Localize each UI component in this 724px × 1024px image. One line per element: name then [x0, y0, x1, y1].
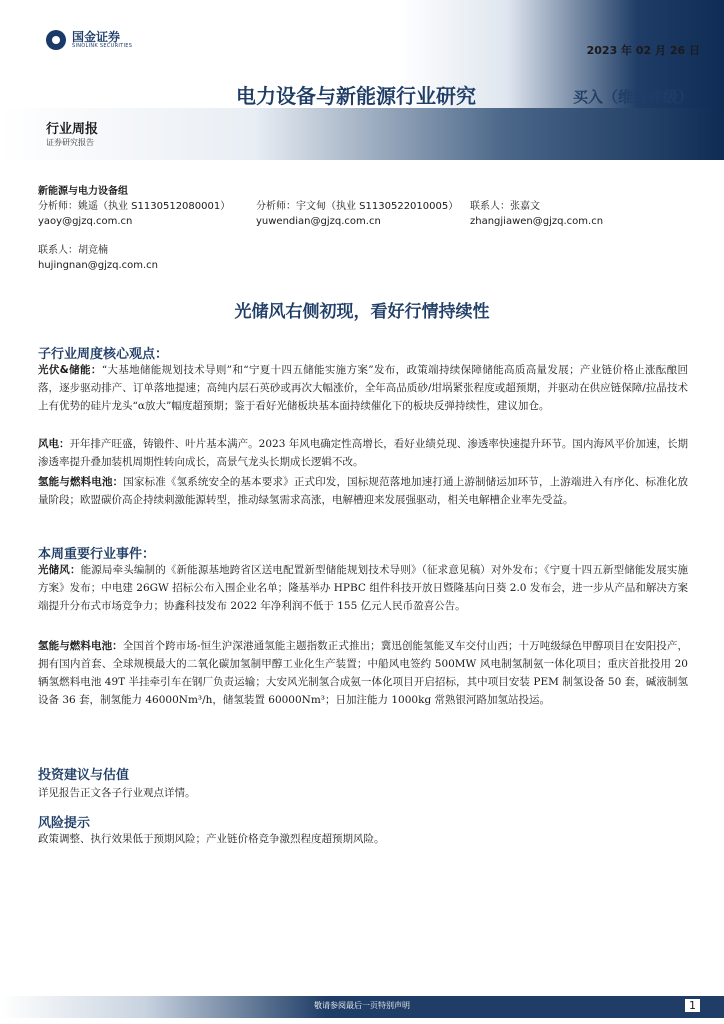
section-core-views-heading: 子行业周度核心观点： [38, 347, 169, 362]
hydrogen-label: 氢能与燃料电池： [38, 476, 124, 488]
hydrogen-paragraph [38, 473, 688, 509]
events-hydrogen-text: 全国首个跨市场-恒生沪深港通氢能主题指数正式推出；冀迅创能氢能叉车交付山西；十万吨级绿色甲醇项目在安阳投产，拥有国内首套、全球规模最大的二氧化碳加氢制甲醇工业化生产装置；中船风电签约 500MW 风电制氢制氨一体化项目；重庆首批投用 20 辆氢燃料电池 49T 半挂牵引车在钢厂负责运输；大安风光制氢合成氨一体化项目开启招标，其中项目安装 PEM 制氢设备 50 套，碱液制氢设备 36 套，制氢能力 46000Nm³/h，储氢装置 60000Nm³；日加注能力 1000kg 常熟银河路加氢站投运。 [38, 640, 688, 706]
wind-paragraph [38, 435, 688, 471]
report-subtype: 证券研究报告 [46, 138, 94, 147]
section-investment-heading: 投资建议与估值 [38, 768, 130, 783]
section-risk-heading: 风险提示 [38, 816, 91, 831]
logo-chinese-name: 国金证券 [72, 30, 121, 44]
events-hydrogen-paragraph [38, 637, 688, 709]
analyst-info [38, 184, 698, 273]
contact-1-email[interactable]: zhangjiawen@gjzq.com.cn [470, 216, 604, 227]
risk-text: 政策调整、执行效果低于预期风险；产业链价格竞争激烈程度超预期风险。 [38, 833, 385, 845]
section-events-heading: 本周重要行业事件： [38, 547, 156, 562]
analyst-1-email[interactable]: yaoy@gjzq.com.cn [38, 216, 133, 227]
pv-storage-paragraph [38, 361, 688, 415]
analyst-2-email[interactable]: yuwendian@gjzq.com.cn [256, 216, 381, 227]
events-pv-label: 光储风： [38, 564, 81, 576]
events-pv-text: 能源局牵头编制的《新能源基地跨省区送电配置新型储能规划技术导则》（征求意见稿）对外发布；《宁夏十四五新型储能发展实施方案》发布；中电建 26GW 招标公布入围企业名单；隆基举办 HPBC 组件科技开放日暨隆基向日葵 2.0 发布会，进一步从产品和解决方案端提升分布式市场竞争力；协鑫科技发布 2022 年净利润不低于 155 亿元人民币盈喜公告。 [38, 564, 688, 612]
report-type: 行业周报 [46, 122, 99, 137]
header-band [0, 108, 724, 160]
report-date: 2023 年 02 月 26 日 [586, 44, 700, 57]
team-name: 新能源与电力设备组 [38, 186, 128, 197]
pv-storage-label: 光伏&储能： [38, 364, 102, 376]
events-hydrogen-label: 氢能与燃料电池： [38, 640, 123, 652]
industry-title: 电力设备与新能源行业研究 [236, 84, 476, 108]
report-title: 光储风右侧初现，看好行情持续性 [234, 302, 490, 322]
company-logo [46, 30, 132, 50]
contact-2: 联系人：胡竞楠 [38, 245, 108, 256]
logo-icon [46, 30, 66, 50]
logo-english-name: SINOLINK SECURITIES [72, 43, 133, 49]
pv-storage-text: “大基地储能规划技术导则”和“宁夏十四五储能实施方案”发布，政策端持续保障储能高质高量发展；产业链价格止涨酝酿回落，逐步驱动排产、订单落地提速；高纯内层石英砂或再次大幅涨价，全年高品质砂/坩埚紧张程度或超预期，并驱动在供应链保障/拉晶技术上有优势的硅片龙头“α放大”幅度超预期；鉴于看好光储板块基本面持续催化下的板块反弹持续性，建议加仓。 [38, 364, 688, 412]
footer-disclaimer-note: 敬请参阅最后一页特别声明 [314, 1001, 410, 1010]
contact-2-email[interactable]: hujingnan@gjzq.com.cn [38, 260, 158, 271]
rating-label: 买入（维持评级） [573, 88, 694, 106]
hydrogen-text: 国家标准《氢系统安全的基本要求》正式印发，国标规范落地加速打通上游制储运加环节，上游端进入有序化、标准化放量阶段；欧盟碳价高企持续刺激能源转型，推动绿氢需求高涨，电解槽迎来发展强驱动，相关电解槽企业率先受益。 [38, 476, 689, 506]
investment-text: 详见报告正文各子行业观点详情。 [38, 787, 196, 799]
wind-label: 风电： [38, 438, 70, 450]
events-pv-paragraph [38, 561, 688, 615]
wind-text: 开年排产旺盛，铸锻件、叶片基本满产。2023 年风电确定性高增长，看好业绩兑现、渗透率快速提升环节。国内海风平价加速，长期渗透率提升叠加装机周期性转向成长，高景气龙头长期成长逻辑不改。 [38, 438, 689, 468]
analyst-1: 分析师：姚遥（执业 S1130512080001） [38, 201, 231, 212]
contact-1: 联系人：张嘉文 [470, 201, 540, 212]
page-number: 1 [685, 999, 700, 1012]
analyst-2: 分析师：宇文甸（执业 S1130522010005） [256, 201, 459, 212]
